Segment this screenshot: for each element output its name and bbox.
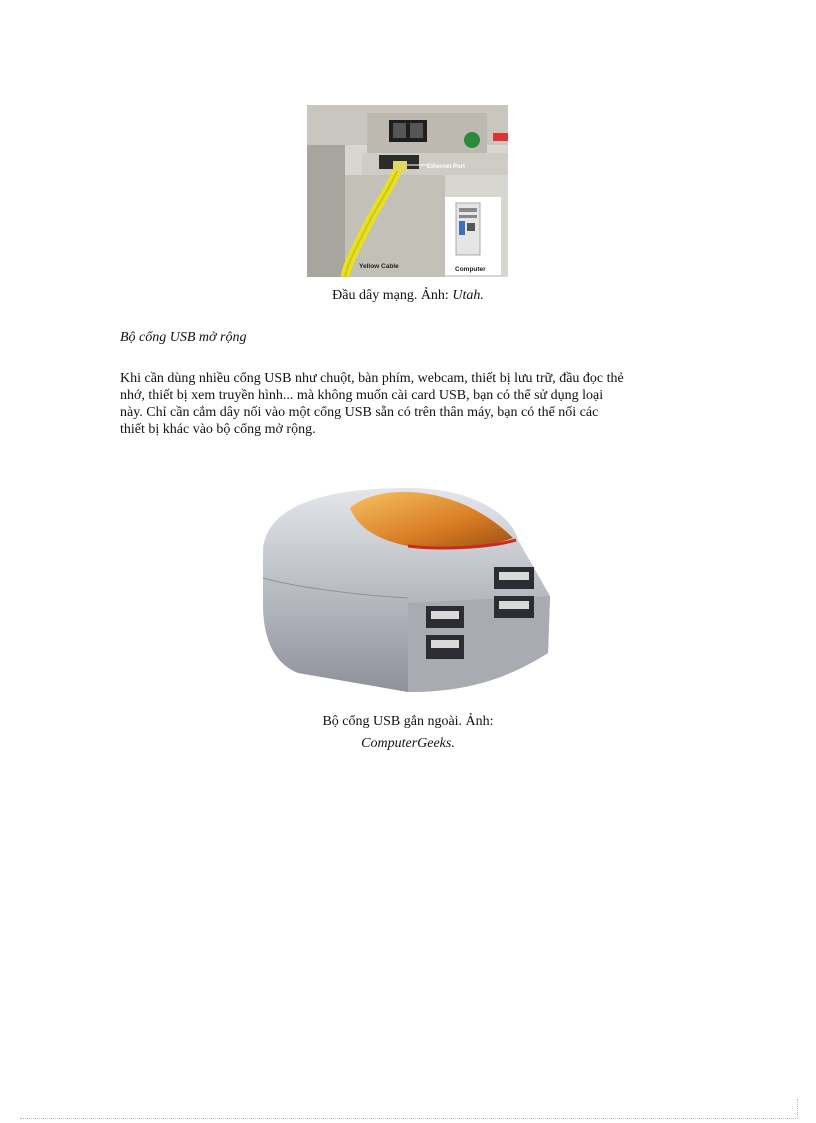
page-bottom-rule — [20, 1118, 796, 1119]
ethernet-port-label: Ethernet Port — [427, 164, 466, 170]
yellow-cable-label: Yellow Cable — [359, 263, 399, 270]
paragraph-line: Khi cần dùng nhiều cổng USB như chuột, bàn phím, webcam, thiết bị lưu trữ, đầu đọc thẻ — [120, 371, 624, 386]
paragraph-line: thiết bị khác vào bộ cổng mở rộng. — [120, 422, 316, 437]
figure1-caption-source: Utah. — [452, 288, 484, 303]
paragraph-line: nhớ, thiết bị xem truyền hình... mà không muốn cài card USB, bạn có thể sử dụng loại — [120, 388, 604, 403]
section-paragraph — [120, 370, 700, 438]
figure2-caption — [0, 711, 816, 755]
page-corner-mark — [797, 1099, 798, 1119]
figure2-caption-text: Bộ cổng USB gắn ngoài. Ảnh: — [322, 714, 494, 729]
computer-label: Computer — [455, 266, 486, 273]
ethernet-cable-photo — [307, 105, 508, 277]
paragraph-line: này. Chỉ cần cắm dây nối vào một cổng USB sẵn có trên thân máy, bạn có thể nối các — [120, 405, 599, 420]
figure1-caption-text: Đầu dây mạng. Ảnh: — [332, 288, 449, 303]
figure1-caption — [0, 288, 816, 304]
figure2-caption-source: ComputerGeeks. — [361, 736, 455, 751]
usb-hub-photo — [258, 478, 558, 698]
section-heading: Bộ cổng USB mở rộng — [120, 330, 247, 345]
